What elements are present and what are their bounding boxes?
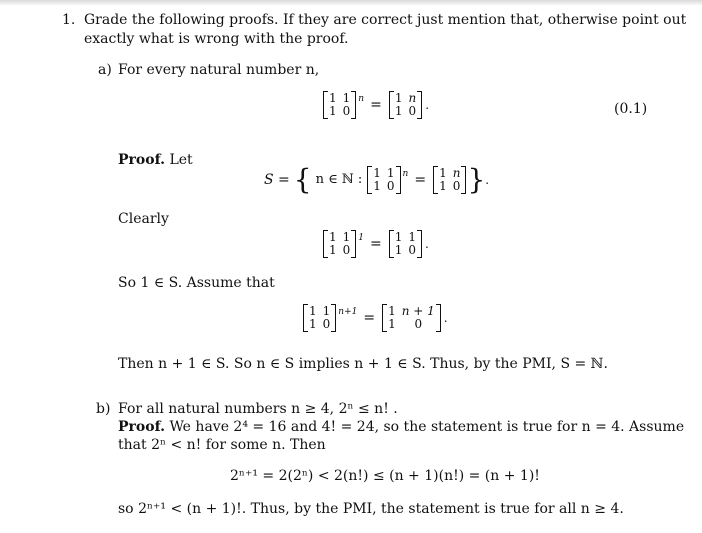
proof-a-label: Proof. Let [118, 152, 193, 168]
top-shadow-bar [0, 0, 702, 6]
base-case-equation: 1 1 1 0 1 = 1 1 1 0 . [322, 231, 429, 257]
part-b-label: b) [96, 401, 111, 417]
so-line: So 1 ∈ S. Assume that [118, 275, 275, 291]
equation-0-1: 1 1 1 0 n = 1 n 1 0 . [322, 92, 429, 118]
clearly-text: Clearly [118, 211, 169, 227]
conclusion-line: so 2ⁿ⁺¹ < (n + 1)!. Thus, by the PMI, the statement is true for all n ≥ 4. [118, 501, 624, 517]
display-inequality: 2ⁿ⁺¹ = 2(2ⁿ) < 2(n!) ≤ (n + 1)(n!) = (n + 1)! [230, 468, 540, 484]
part-a-statement: For every natural number n, [118, 62, 320, 78]
intro-line-1: Grade the following proofs. If they are correct just mention that, otherwise point out [84, 12, 687, 28]
matrix-result: 1 n 1 0 [389, 92, 422, 118]
proof-b-line: Proof. We have 2⁴ = 16 and 4! = 24, so the statement is true for n = 4. Assume [118, 419, 685, 435]
problem-number: 1. [62, 12, 76, 28]
set-definition: S = { n ∈ ℕ : 1 1 1 0 n = 1 n 1 0 } . [264, 163, 490, 196]
intro-line-2: exactly what is wrong with the proof. [84, 31, 349, 47]
inductive-equation: 1 1 1 0 n+1 = 1 n + 1 1 0 . [302, 305, 448, 331]
then-line: Then n + 1 ∈ S. So n ∈ S implies n + 1 ∈ S. Thus, by the PMI, S = ℕ. [118, 356, 608, 372]
equation-number: (0.1) [614, 101, 648, 117]
part-b-statement: For all natural numbers n ≥ 4, 2ⁿ ≤ n! . [118, 401, 398, 417]
matrix-base: 1 1 1 0 [323, 92, 356, 118]
proof-b-line-3: that 2ⁿ < n! for some n. Then [118, 437, 326, 453]
part-a-label: a) [98, 62, 112, 78]
